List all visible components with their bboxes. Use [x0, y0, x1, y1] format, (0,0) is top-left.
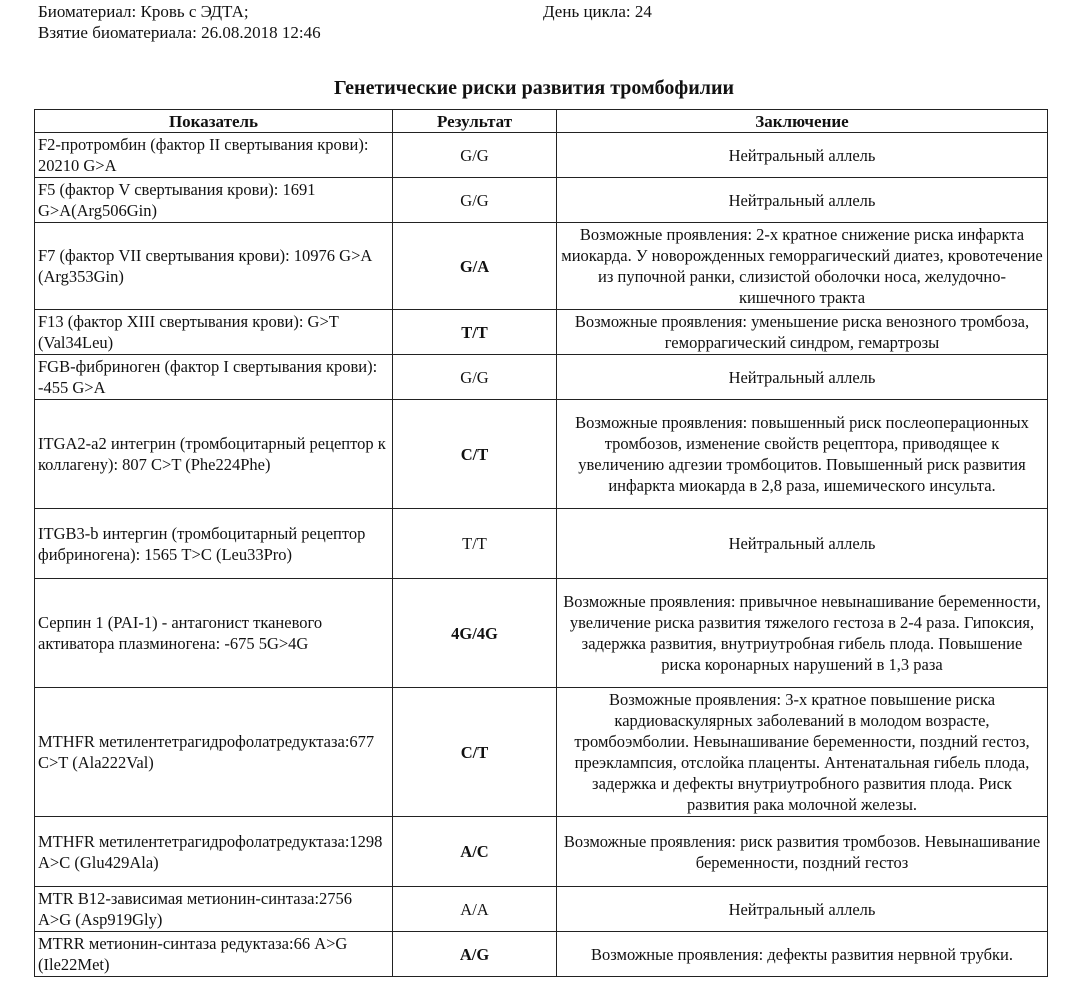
- column-header-indicator: Показатель: [35, 110, 393, 133]
- result-cell: G/G: [393, 133, 557, 178]
- table-row: [35, 223, 1048, 310]
- indicator-cell: ITGB3-b интергин (тромбоцитарный рецептор фибриногена): 1565 T>C (Leu33Pro): [35, 509, 393, 579]
- indicator-cell: Серпин 1 (PAI-1) - антагонист тканевого активатора плазминогена: -675 5G>4G: [35, 579, 393, 688]
- table-row: [35, 509, 1048, 579]
- indicator-cell: F13 (фактор XIII свертывания крови): G>T (Val34Leu): [35, 310, 393, 355]
- conclusion-cell: Нейтральный аллель: [557, 887, 1048, 932]
- table-row: [35, 178, 1048, 223]
- conclusion-cell: Возможные проявления: уменьшение риска венозного тромбоза, геморрагический синдром, гемартрозы: [557, 310, 1048, 355]
- result-cell: C/T: [393, 688, 557, 817]
- indicator-cell: F5 (фактор V свертывания крови): 1691 G>A(Arg506Gin): [35, 178, 393, 223]
- table-row: [35, 932, 1048, 977]
- biomaterial-line: Биоматериал: Кровь с ЭДТА;: [38, 2, 249, 21]
- result-cell: A/A: [393, 887, 557, 932]
- table-row: [35, 887, 1048, 932]
- indicator-cell: MTR B12-зависимая метионин-синтаза:2756 A>G (Asp919Gly): [35, 887, 393, 932]
- column-header-conclusion: Заключение: [557, 110, 1048, 133]
- result-cell: A/C: [393, 817, 557, 887]
- conclusion-cell: Нейтральный аллель: [557, 133, 1048, 178]
- result-cell: G/G: [393, 178, 557, 223]
- conclusion-cell: Возможные проявления: повышенный риск послеоперационных тромбозов, изменение свойств рецептора, приводящее к увеличению адгезии тромбоцитов. Повышенный риск развития инфаркта миокарда в 2,8 раза, ишемического инсульта.: [557, 400, 1048, 509]
- table-header-row: [35, 110, 1048, 133]
- indicator-cell: MTHFR метилентетрагидрофолатредуктаза:1298 A>C (Glu429Ala): [35, 817, 393, 887]
- column-header-result: Результат: [393, 110, 557, 133]
- report-title: Генетические риски развития тромбофилии: [333, 77, 735, 99]
- table-row: [35, 688, 1048, 817]
- cycle-day-line: День цикла: 24: [543, 2, 652, 21]
- indicator-cell: MTHFR метилентетрагидрофолатредуктаза:677 C>T (Ala222Val): [35, 688, 393, 817]
- conclusion-cell: Возможные проявления: привычное невынашивание беременности, увеличение риска развития тяжелого гестоза в 2-4 раза. Гипоксия, задержка развития, внутриутробная гибель плода. Повышение риска коронарных нарушений в 1,3 раза: [557, 579, 1048, 688]
- result-cell: G/A: [393, 223, 557, 310]
- conclusion-cell: Нейтральный аллель: [557, 178, 1048, 223]
- conclusion-cell: Возможные проявления: 2-х кратное снижение риска инфаркта миокарда. У новорожденных геморрагический диатез, кровотечение из пупочной ранки, слизистой оболочки носа, желудочно-кишечного тракта: [557, 223, 1048, 310]
- indicator-cell: F2-протромбин (фактор II свертывания крови): 20210 G>A: [35, 133, 393, 178]
- results-table: [34, 109, 1048, 977]
- result-cell: C/T: [393, 400, 557, 509]
- table-row: [35, 579, 1048, 688]
- indicator-cell: ITGA2-a2 интегрин (тромбоцитарный рецептор к коллагену): 807 C>T (Phe224Phe): [35, 400, 393, 509]
- indicator-cell: MTRR метионин-синтаза редуктаза:66 A>G (Ile22Met): [35, 932, 393, 977]
- conclusion-cell: Возможные проявления: 3-х кратное повышение риска кардиоваскулярных заболеваний в молодом возрасте, тромбоэмболии. Невынашивание беременности, поздний гестоз, преэклампсия, отслойка плаценты. Антенатальная гибель плода, задержка и дефекты внутриутробного развития плода. Риск развития рака молочной железы.: [557, 688, 1048, 817]
- result-cell: G/G: [393, 355, 557, 400]
- table-row: [35, 400, 1048, 509]
- conclusion-cell: Возможные проявления: дефекты развития нервной трубки.: [557, 932, 1048, 977]
- table-row: [35, 133, 1048, 178]
- conclusion-cell: Возможные проявления: риск развития тромбозов. Невынашивание беременности, поздний гестоз: [557, 817, 1048, 887]
- table-row: [35, 310, 1048, 355]
- result-cell: T/T: [393, 509, 557, 579]
- indicator-cell: F7 (фактор VII свертывания крови): 10976 G>A (Arg353Gin): [35, 223, 393, 310]
- table-row: [35, 355, 1048, 400]
- indicator-cell: FGB-фибриноген (фактор I свертывания крови): -455 G>A: [35, 355, 393, 400]
- table-row: [35, 817, 1048, 887]
- conclusion-cell: Нейтральный аллель: [557, 355, 1048, 400]
- sample-taken-line: Взятие биоматериала: 26.08.2018 12:46: [38, 23, 321, 42]
- result-cell: T/T: [393, 310, 557, 355]
- result-cell: 4G/4G: [393, 579, 557, 688]
- conclusion-cell: Нейтральный аллель: [557, 509, 1048, 579]
- result-cell: A/G: [393, 932, 557, 977]
